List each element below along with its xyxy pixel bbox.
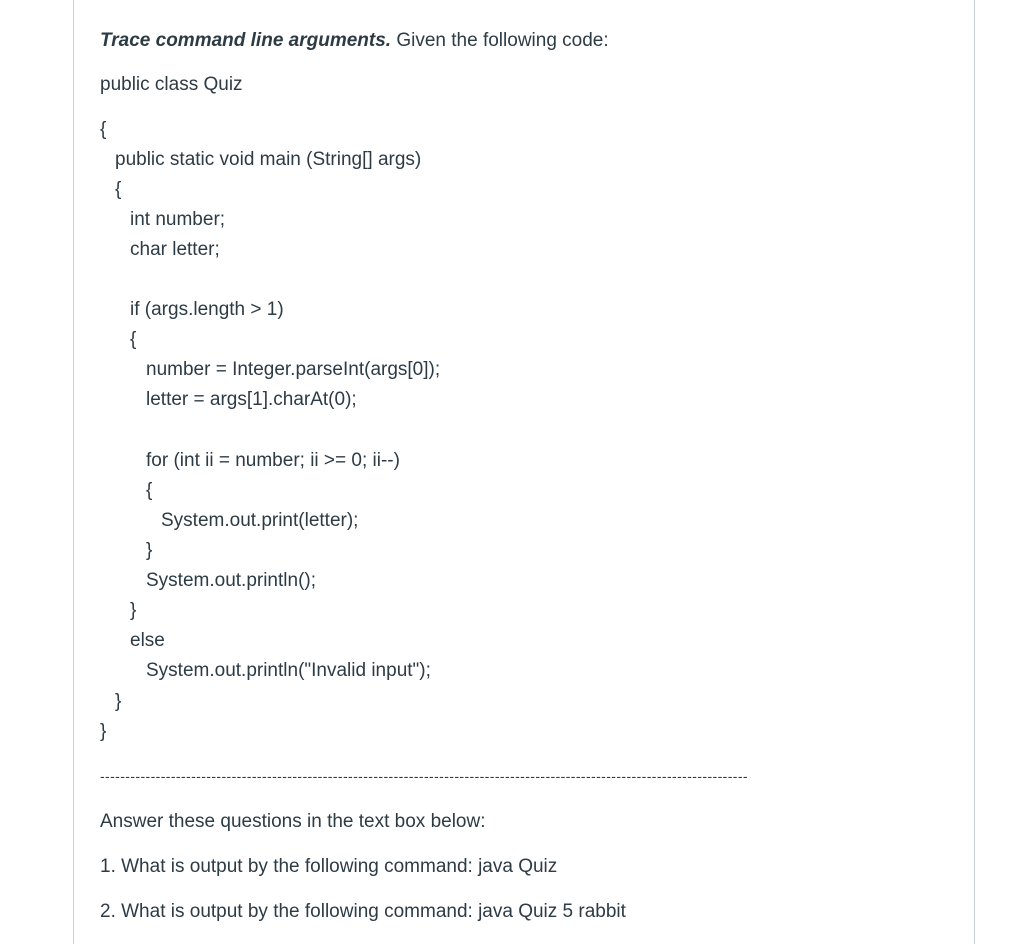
code-line-open-if: { [130, 329, 137, 350]
question-title-rest: Given the following code: [391, 30, 609, 51]
code-line-print: System.out.print(letter); [161, 510, 359, 531]
code-line-char: char letter; [130, 239, 220, 260]
code-line-class: public class Quiz [100, 74, 243, 95]
code-line-else: else [130, 630, 165, 651]
question-title-bold: Trace command line arguments. [100, 30, 392, 51]
code-line-if: if (args.length > 1) [130, 299, 284, 320]
question-1: 1. What is output by the following command: java Quiz [100, 856, 558, 877]
instructions-intro: Answer these questions in the text box below: [100, 811, 486, 832]
dashed-separator: -------------------------------------------------------------------------------------------------------------------------------- [100, 768, 748, 784]
code-line-main: public static void main (String[] args) [115, 149, 422, 170]
code-line-close-for: } [146, 540, 153, 561]
code-line-int: int number; [130, 209, 226, 230]
code-line-open-main: { [115, 179, 122, 200]
question-title [100, 29, 609, 53]
code-line-open-for: { [146, 480, 153, 501]
code-line-for: for (int ii = number; ii >= 0; ii--) [146, 450, 400, 471]
question-2: 2. What is output by the following command: java Quiz 5 rabbit [100, 901, 626, 922]
code-line-letter: letter = args[1].charAt(0); [146, 389, 357, 410]
code-line-number: number = Integer.parseInt(args[0]); [146, 359, 441, 380]
code-line-println: System.out.println(); [146, 570, 316, 591]
code-line-close-main: } [115, 691, 122, 712]
code-line-open-class: { [100, 119, 107, 140]
code-line-close-if: } [130, 600, 137, 621]
code-line-close-class: } [100, 721, 107, 742]
code-line-invalid: System.out.println("Invalid input"); [146, 660, 431, 681]
